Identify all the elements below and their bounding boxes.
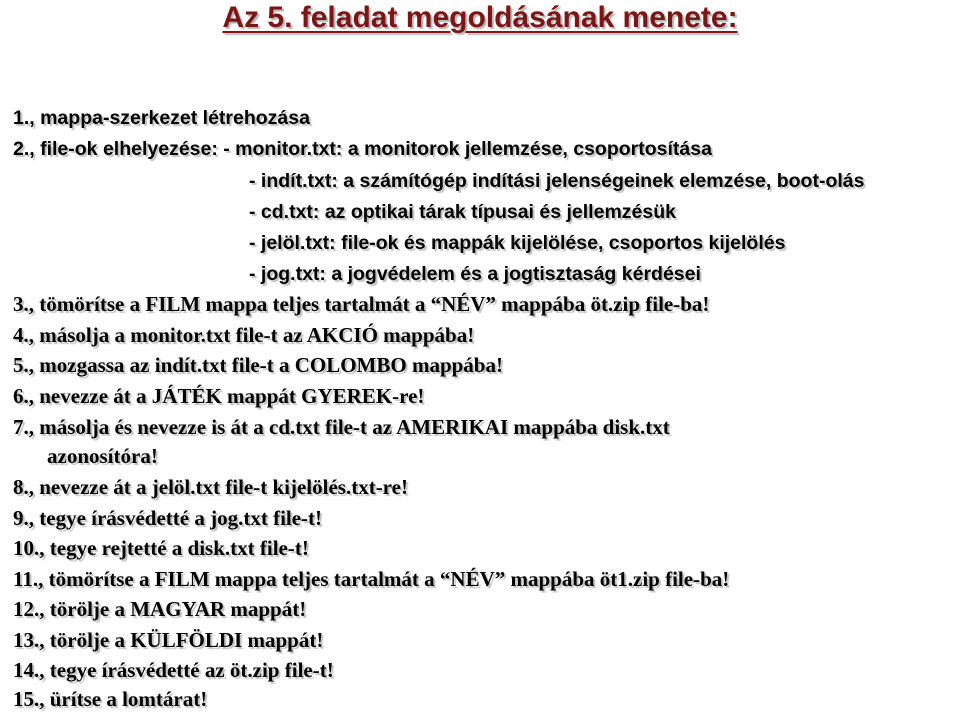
- step-12-line: 12., törölje a MAGYAR mappát!: [13, 597, 307, 621]
- step-1-line: 1., mappa-szerkezet létrehozása: [13, 107, 310, 129]
- step-8-line: 8., nevezze át a jelöl.txt file-t kijelölés.txt-re!: [13, 475, 408, 499]
- step-2-line: 2., file-ok elhelyezése: - monitor.txt: a monitorok jellemzése, csoportosítása: [13, 138, 712, 160]
- page-title: Az 5. feladat megoldásának menete:: [222, 1, 738, 34]
- step-14-line: 14., tegye írásvédetté az öt.zip file-t!: [13, 658, 334, 682]
- step-5-line: 5., mozgassa az indít.txt file-t a COLOMBO mappába!: [13, 353, 503, 377]
- step-11-line: 11., tömörítse a FILM mappa teljes tartalmát a “NÉV” mappába öt1.zip file-ba!: [13, 567, 730, 591]
- step-15-line: 15., ürítse a lomtárat!: [13, 687, 208, 711]
- step-2-subitem-cd: - cd.txt: az optikai tárak típusai és jellemzésük: [249, 201, 676, 223]
- step-4-line: 4., másolja a monitor.txt file-t az AKCIÓ mappába!: [13, 323, 475, 347]
- step-2-subitem-jelol: - jelöl.txt: file-ok és mappák kijelölése, csoportos kijelölés: [249, 232, 786, 254]
- step-6-line: 6., nevezze át a JÁTÉK mappát GYEREK-re!: [13, 384, 425, 408]
- step-3-line: 3., tömörítse a FILM mappa teljes tartalmát a “NÉV” mappába öt.zip file-ba!: [13, 292, 710, 316]
- step-10-line: 10., tegye rejtetté a disk.txt file-t!: [13, 536, 309, 560]
- step-13-line: 13., törölje a KÜLFÖLDI mappát!: [13, 628, 324, 652]
- step-9-line: 9., tegye írásvédetté a jog.txt file-t!: [13, 506, 323, 530]
- step-2-subitem-indit: - indít.txt: a számítógép indítási jelenségeinek elemzése, boot-olás: [249, 170, 865, 192]
- step-7-line: 7., másolja és nevezze is át a cd.txt file-t az AMERIKAI mappába disk.txt: [13, 415, 670, 439]
- step-2-subitem-jog: - jog.txt: a jogvédelem és a jogtisztaság kérdései: [249, 263, 701, 285]
- step-7-continuation: azonosítóra!: [47, 444, 158, 468]
